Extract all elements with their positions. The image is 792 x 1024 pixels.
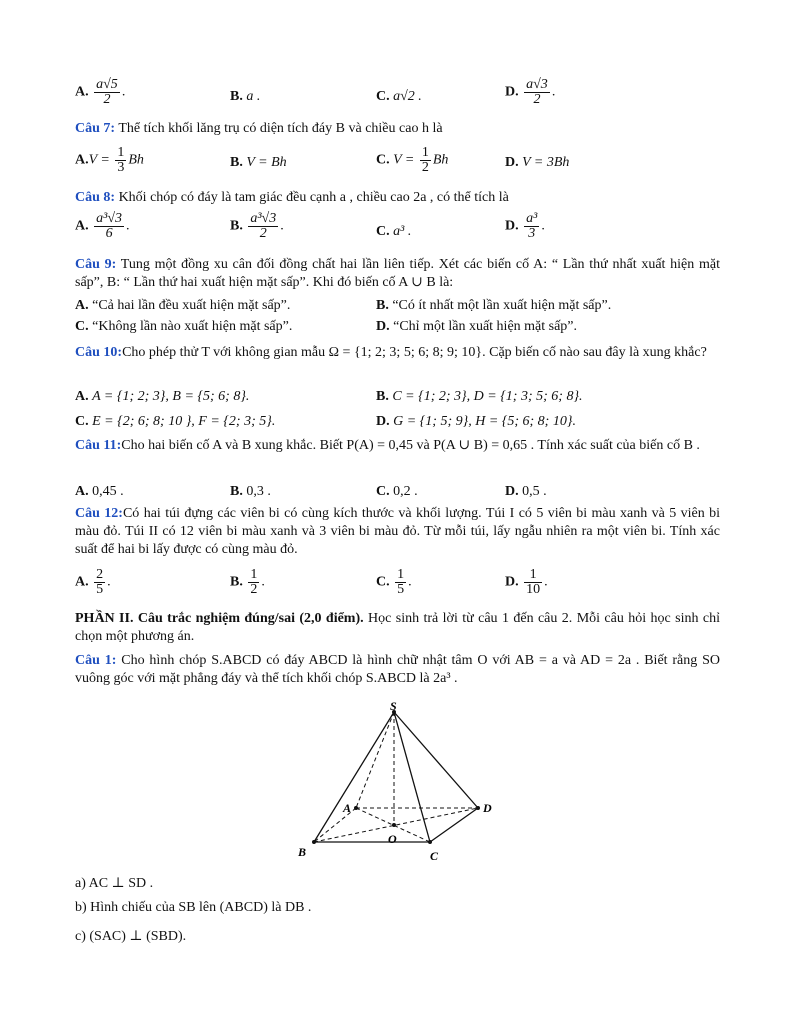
q10-option-a: A. A = {1; 2; 3}, B = {5; 6; 8}. (75, 389, 250, 404)
q8-option-d: D. $\frac{\text{a³}}{3}$ . (505, 211, 545, 241)
q9-option-b: B. “Có ít nhất một lần xuất hiện mặt sấp”. (376, 298, 612, 313)
q8-stem: Câu 8: Khối chóp có đáy là tam giác đều cạnh a , chiều cao 2a , có thể tích là (75, 190, 509, 205)
q12-option-c: C. $\frac{1}{5}$ . (376, 567, 412, 597)
part2-heading: PHẦN II. Câu trắc nghiệm đúng/sai (2,0 điểm). Học sinh trả lời từ câu 1 đến câu 2. Mỗi câu hỏi học sinh chỉ chọn một phương án. (75, 611, 720, 644)
edge-sd (394, 712, 478, 808)
pyramid-figure (290, 700, 510, 870)
q12-stem: Câu 12:Có hai túi đựng các viên bi có cùng kích thước và khối lượng. Túi I có 5 viên bi màu xanh và 5 viên bi màu đỏ. Túi II có 12 viên bi màu xanh và 3 viên bi màu đỏ. Từ mỗi túi, lấy ngẫu nhiên ra một viên bi. Tính xác suất để hai bi lấy được có cùng màu đỏ. (75, 506, 721, 557)
q7-option-a: A.V = $\frac{1}{3}$ Bh (75, 145, 144, 175)
q11-option-d: D. 0,5 . (505, 484, 547, 499)
p2q1-statement-a: a) AC ⊥ SD . (75, 876, 154, 891)
p2q1-statement-b: b) Hình chiếu của SB lên (ABCD) là DB . (75, 900, 312, 915)
q7-option-d: D. V = 3Bh (505, 155, 570, 170)
q9-option-d: D. “Chỉ một lần xuất hiện mặt sấp”. (376, 319, 578, 334)
label-c: C (430, 849, 439, 863)
label-a: A (343, 801, 352, 815)
q6-option-c: C. a√2 . (376, 89, 422, 104)
q10-option-d: D. G = {1; 5; 9}, H = {5; 6; 8; 10}. (376, 414, 576, 429)
q8-option-b: B. $\frac{\text{a³√3}}{2}$ . (230, 211, 284, 241)
q6-option-d: D. $\frac{a√3}{2}$ . (505, 77, 556, 107)
q6-option-a: A. $\frac{a√5}{2}$ . (75, 77, 126, 107)
edge-sc (394, 712, 430, 842)
point-a (354, 806, 358, 810)
point-b (312, 840, 316, 844)
q9-option-c: C. “Không lần nào xuất hiện mặt sấp”. (75, 319, 293, 334)
q10-option-b: B. C = {1; 2; 3}, D = {1; 3; 5; 6; 8}. (376, 389, 583, 404)
label-o: O (388, 832, 397, 846)
q7-option-c: C. V = $\frac{1}{2}$ Bh (376, 145, 449, 175)
label-b: B (298, 845, 307, 859)
q10-stem: Câu 10:Cho phép thử T với không gian mẫu Ω = {1; 2; 3; 5; 6; 8; 9; 10}. Cặp biến cố nào sau đây là xung khắc? (75, 345, 707, 360)
q11-stem: Câu 11:Cho hai biến cố A và B xung khắc. Biết P(A) = 0,45 và P(A ∪ B) = 0,65 . Tính xác suất của biến cố B . (75, 438, 700, 453)
q9-option-a: A. “Cả hai lần đều xuất hiện mặt sấp”. (75, 298, 291, 313)
point-c (428, 840, 432, 844)
q11-option-c: C. 0,2 . (376, 484, 418, 499)
label-s: S (390, 700, 397, 713)
edge-sa (356, 712, 394, 808)
q6-option-b: B. a . (230, 89, 261, 104)
q8-option-c: C. a³ . (376, 224, 412, 239)
q10-option-c: C. E = {2; 6; 8; 10 }, F = {2; 3; 5}. (75, 414, 276, 429)
q11-option-b: B. 0,3 . (230, 484, 271, 499)
q12-option-d: D. $\frac{1}{10}$ . (505, 567, 548, 597)
q7-option-b: B. V = Bh (230, 155, 287, 170)
point-d (476, 806, 480, 810)
q12-option-b: B. $\frac{1}{2}$ . (230, 567, 265, 597)
point-o (392, 823, 396, 827)
q9-stem: Câu 9: Tung một đồng xu cân đối đồng chất hai lần liên tiếp. Xét các biến cố A: “ Lần thứ nhất xuất hiện mặt sấp”, B: “ Lần thứ hai xuất hiện mặt sấp”. Khi đó biến cố A ∪ B là: (75, 257, 720, 290)
label-d: D (483, 801, 492, 815)
q7-stem: Câu 7: Thể tích khối lăng trụ có diện tích đáy B và chiều cao h là (75, 121, 443, 136)
q11-option-a: A. 0,45 . (75, 484, 124, 499)
edge-sb (314, 712, 394, 842)
p2q1-statement-c: c) (SAC) ⊥ (SBD). (75, 929, 187, 944)
q12-option-a: A. $\frac{2}{5}$ . (75, 567, 111, 597)
q8-option-a: A. $\frac{\text{a³√3}}{6}$ . (75, 211, 130, 241)
p2q1-stem: Câu 1: Cho hình chóp S.ABCD có đáy ABCD là hình chữ nhật tâm O với AB = a và AD = 2a . Biết rằng SO vuông góc với mặt phẳng đáy và thể tích khối chóp S.ABCD là 2a³ . (75, 653, 721, 686)
